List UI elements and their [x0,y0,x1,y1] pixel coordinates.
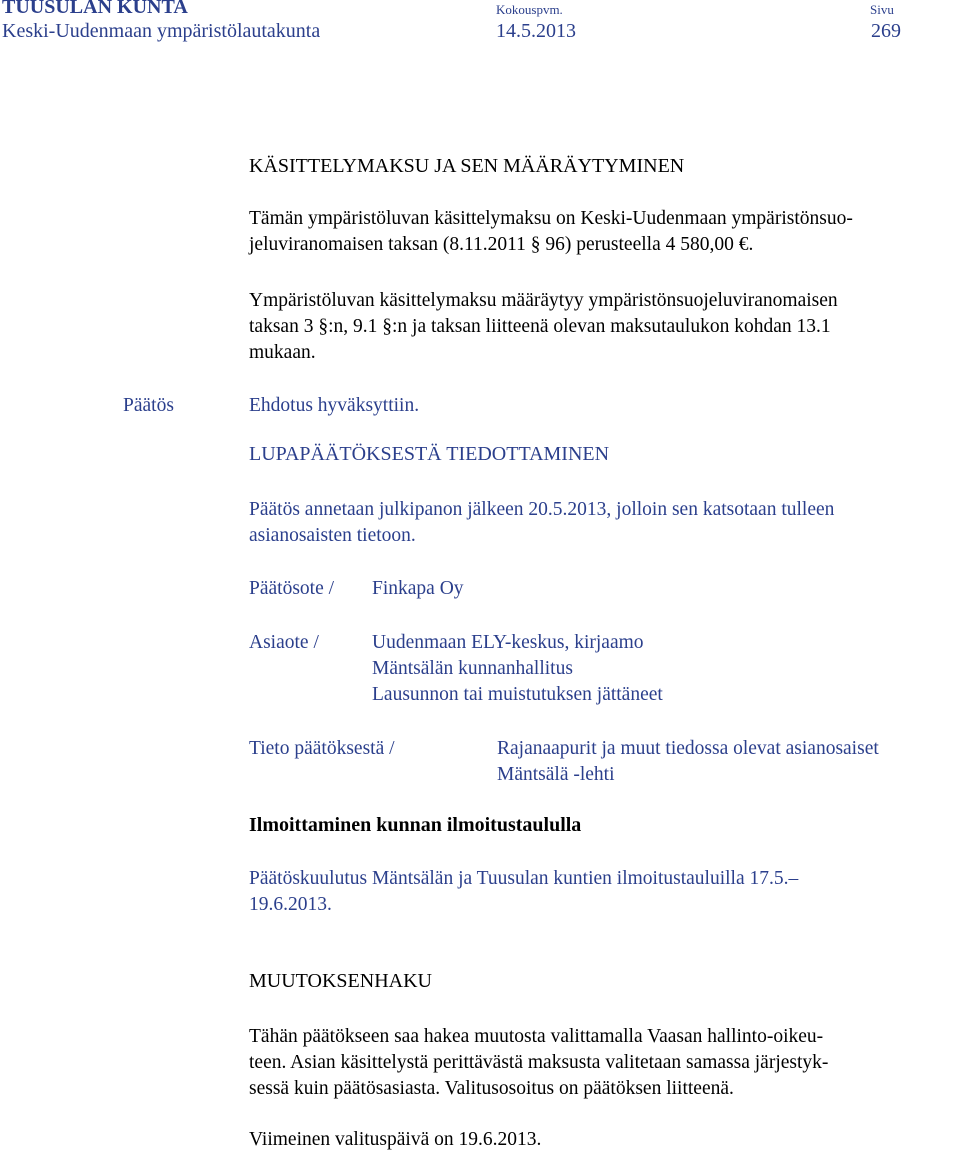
case-copy-recipient: Lausunnon tai muistutuksen jättäneet [372,684,663,705]
appeal-line: sessä kuin päätösasiasta. Valitusosoitus on päätöksen liitteenä. [249,1078,734,1099]
copy-recipient-label: Päätösote / [249,578,335,599]
paragraph-notification-line: Päätös annetaan julkipanon jälkeen 20.5.2013, jolloin sen katsotaan tulleen [249,499,835,520]
appeal-line: teen. Asian käsittelystä perittävästä maksusta valitetaan samassa järjestyk- [249,1052,829,1073]
info-recipient-label: Tieto päätöksestä / [249,738,395,759]
page-number: 269 [871,20,901,42]
info-recipient: Rajanaapurit ja muut tiedossa olevat asianosaiset [497,738,879,759]
paragraph-fee-line: jeluviranomaisen taksan (8.11.2011 § 96) perusteella 4 580,00 €. [249,234,754,255]
case-copy-recipient: Uudenmaan ELY-keskus, kirjaamo [372,632,644,653]
notice-line: Päätöskuulutus Mäntsälän ja Tuusulan kuntien ilmoitustauluilla 17.5.– [249,868,799,889]
section-heading-notice-board: Ilmoittaminen kunnan ilmoitustaululla [249,814,582,836]
page-number-label: Sivu [870,2,894,17]
appeal-line: Tähän päätökseen saa hakea muutosta valittamalla Vaasan hallinto-oikeu- [249,1026,824,1047]
paragraph-basis-line: Ympäristöluvan käsittelymaksu määräytyy ympäristönsuojeluviranomaisen [249,290,838,311]
section-heading-appeal: MUUTOKSENHAKU [249,970,432,992]
section-heading-notification: LUPAPÄÄTÖKSESTÄ TIEDOTTAMINEN [249,443,610,465]
appeal-last-day: Viimeinen valituspäivä on 19.6.2013. [249,1129,542,1150]
info-recipient: Mäntsälä -lehti [497,764,615,785]
decision-label: Päätös [123,395,174,416]
meeting-date-label: Kokouspvm. [496,2,563,17]
decision-text: Ehdotus hyväksyttiin. [249,395,420,416]
paragraph-basis-line: taksan 3 §:n, 9.1 §:n ja taksan liitteenä olevan maksutaulukon kohdan 13.1 [249,316,831,337]
paragraph-fee-line: Tämän ympäristöluvan käsittelymaksu on Keski-Uudenmaan ympäristönsuo- [249,208,853,229]
copy-recipient-value: Finkapa Oy [372,578,464,599]
paragraph-notification-line: asianosaisten tietoon. [249,525,416,546]
municipality-name: TUUSULAN KUNTA [2,0,188,18]
case-copy-recipient: Mäntsälän kunnanhallitus [372,658,573,679]
section-heading-fee: KÄSITTELYMAKSU JA SEN MÄÄRÄYTYMINEN [249,155,685,177]
paragraph-basis-line: mukaan. [249,342,316,363]
case-copy-label: Asiaote / [249,632,319,653]
notice-line: 19.6.2013. [249,894,332,915]
meeting-date: 14.5.2013 [496,20,576,42]
board-name: Keski-Uudenmaan ympäristölautakunta [2,20,321,42]
